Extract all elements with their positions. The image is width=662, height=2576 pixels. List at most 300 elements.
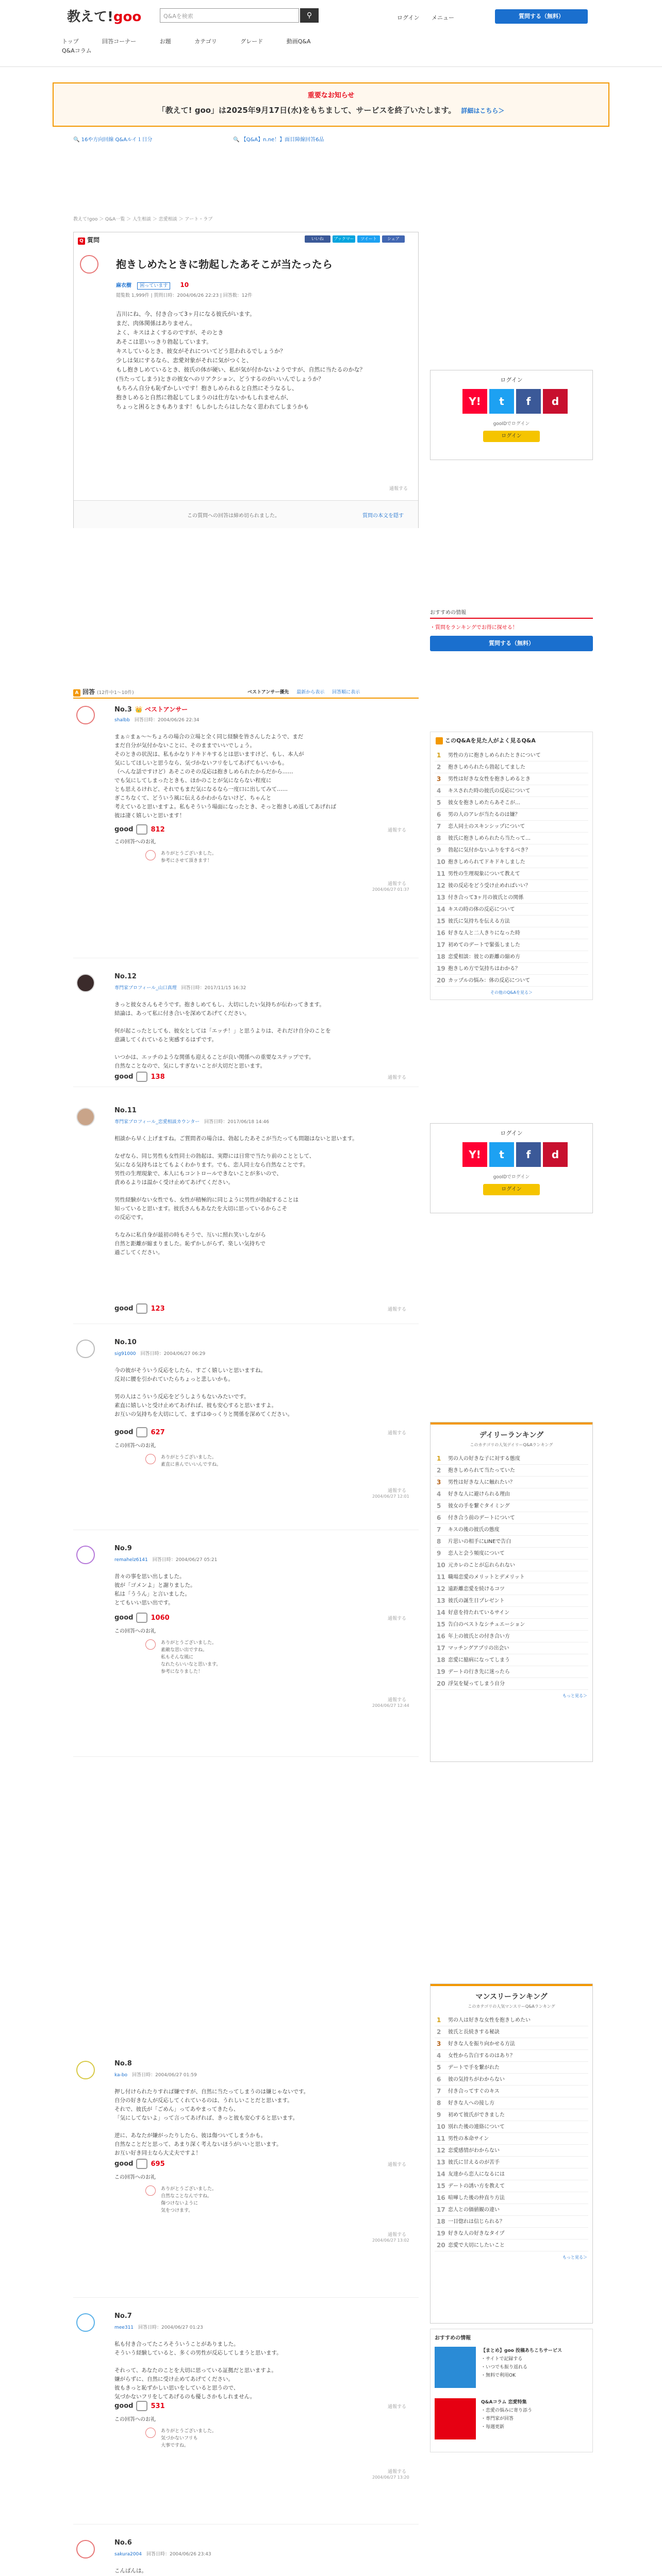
related-qa-item[interactable] [435, 904, 588, 916]
partner-thumbnail [435, 2398, 476, 2439]
daily-ranking-item[interactable] [435, 1666, 588, 1678]
monthly-ranking-item[interactable] [435, 2038, 588, 2050]
best-answer-badge: 👑 ベストアンサー [135, 706, 188, 713]
answer-date: 回答日時：2004/06/27 05:21 [152, 1557, 218, 1563]
related-qa-text: 彼の反応をどう受け止めればいい？ [448, 883, 531, 889]
answerer-avatar[interactable] [76, 1546, 95, 1564]
partner-item[interactable] [435, 2347, 589, 2393]
report-link[interactable]: 通報する [389, 486, 408, 492]
partner-text [481, 2347, 589, 2380]
tab-best-first[interactable]: ベストアンサー優先 [247, 690, 289, 695]
rank-7: 7 [437, 2088, 441, 2095]
rank-5: 5 [437, 2064, 441, 2071]
answer-item [73, 1103, 419, 1324]
thumb-up-icon [136, 2159, 147, 2169]
monthly-ranking-item[interactable] [435, 2133, 588, 2145]
daily-ranking-item[interactable] [435, 1536, 588, 1548]
related-qa-item[interactable] [435, 773, 588, 785]
daily-ranking-item[interactable] [435, 1560, 588, 1571]
thanks-body: ありがとうございました。 素敵な思い出ですね。 私もそんな風に なれたらいいなと思います。 参考になりました！ [161, 1640, 221, 1674]
answer-date: 回答日時：2017/06/18 14:46 [204, 1120, 269, 1125]
ranking-item-text: 一目惚れは信じられる？ [448, 2219, 505, 2225]
good-count: 138 [151, 1073, 165, 1081]
rank-16: 16 [437, 929, 445, 937]
rank-18: 18 [437, 1656, 445, 1664]
recommend-ask-button[interactable]: 質問する（無料） [430, 636, 593, 651]
answerer-avatar[interactable] [76, 706, 95, 724]
reply-date: 2004/06/27 12:01 [372, 1494, 409, 1499]
report-link[interactable]: 通報する [388, 828, 407, 833]
daily-ranking-item[interactable] [435, 1524, 588, 1536]
ranking-item-text: 彼氏の誕生日プレゼント [448, 1598, 505, 1604]
monthly-ranking-item[interactable] [435, 2121, 588, 2133]
related-qa-text: 男性は好きな女性を抱きしめるとき [448, 776, 531, 782]
login-link[interactable]: ログイン [397, 14, 420, 21]
partner-recommend-box [430, 2329, 593, 2452]
rank-16: 16 [437, 1633, 445, 1640]
related-qa-item[interactable] [435, 809, 588, 821]
nav-video-qa[interactable]: 動画Q&A [286, 38, 311, 45]
related-qa-item[interactable] [435, 939, 588, 951]
question-meta: 閲覧数 1,999件 | 質問日時：2004/06/26 22:23 | 回答数：12件 [116, 293, 253, 298]
rank-5: 5 [437, 1502, 441, 1510]
answers-title [73, 687, 134, 697]
monthly-ranking-item[interactable] [435, 2216, 588, 2228]
rank-14: 14 [437, 906, 445, 913]
related-qa-text: 付き合って3ヶ月の彼氏との関係 [448, 895, 524, 901]
questioner-info [116, 281, 189, 289]
thanks-body: ありがとうございました。 自然なことなんですね。 傷つけないように 気をつけます。 [161, 2187, 217, 2213]
thanks-title: この回答へのお礼 [114, 1629, 156, 1634]
report-link[interactable]: 通報する [388, 1698, 407, 1703]
menu-link[interactable]: メニュー [431, 14, 454, 21]
notice-detail-link[interactable]: 詳細はこちら＞ [461, 107, 505, 114]
related-qa-text: 恋人同士のスキンシップについて [448, 824, 525, 829]
login-button[interactable]: ログイン [483, 1184, 540, 1195]
answerer-name[interactable]: remahelz6141 [114, 1557, 148, 1563]
ranking-item-text: 片思いの相手にLINEで告白 [448, 1539, 511, 1545]
answer-number: No.9 [114, 1545, 132, 1552]
answerer-name[interactable]: shalbb [114, 718, 130, 723]
answer-date: 回答日時：2004/06/26 22:34 [134, 718, 200, 723]
rank-7: 7 [437, 823, 441, 830]
related-qa-text: 男の人のアレが当たるのは嫌？ [448, 812, 520, 818]
rank-10: 10 [437, 1562, 445, 1569]
global-nav [62, 37, 603, 63]
ranking-item-text: 男性の本命サイン [448, 2136, 489, 2142]
answerer-name[interactable]: sakura2004 [114, 2552, 142, 2557]
rank-14: 14 [437, 2171, 445, 2178]
answer-number: No.11 [114, 1107, 137, 1114]
yahoo-login-icon[interactable]: Y! [462, 389, 487, 414]
rank-20: 20 [437, 1680, 445, 1687]
thanks-title: この回答へのお礼 [114, 839, 156, 845]
hide-body-link[interactable]: 質問の本文を隠す [362, 513, 404, 519]
nav-odai[interactable]: お題 [159, 38, 171, 45]
monthly-ranking-item[interactable] [435, 2074, 588, 2086]
answer-item [73, 701, 419, 958]
share-button[interactable]: シェア [382, 235, 405, 243]
related-qa-item[interactable] [435, 797, 588, 809]
answer-meta [114, 984, 246, 991]
rank-4: 4 [437, 2052, 441, 2059]
related-qa-text: 抱きしめられてドキドキしました [448, 859, 525, 865]
ranking-item-text: 職場恋愛のメリットとデメリット [448, 1574, 525, 1580]
rank-18: 18 [437, 2218, 445, 2225]
answerer-avatar[interactable] [76, 1340, 95, 1358]
daily-ranking-item[interactable] [435, 1453, 588, 1465]
monthly-ranking-item[interactable] [435, 2192, 588, 2204]
rank-9: 9 [437, 846, 441, 854]
daily-ranking-more-link[interactable]: もっと見る＞ [562, 1693, 587, 1698]
rank-17: 17 [437, 2206, 445, 2213]
daily-ranking-item[interactable] [435, 1642, 588, 1654]
ranking-item-text: 好きな人の好きなタイプ [448, 2231, 505, 2236]
related-qa-item[interactable] [435, 750, 588, 761]
rank-8: 8 [437, 835, 441, 842]
monthly-ranking-item[interactable] [435, 2240, 588, 2251]
daily-ranking-item[interactable] [435, 1477, 588, 1488]
rank-3: 3 [437, 1479, 441, 1486]
daily-ranking-item[interactable] [435, 1595, 588, 1607]
monthly-ranking-item[interactable] [435, 2097, 588, 2109]
answerer-name[interactable]: sig91000 [114, 1351, 136, 1357]
monthly-ranking-item[interactable] [435, 2204, 588, 2216]
monthly-ranking-title: マンスリーランキング [475, 1993, 548, 2001]
nav-top[interactable]: トップ [62, 38, 79, 45]
site-logo[interactable] [67, 6, 141, 25]
rank-1: 1 [437, 752, 441, 759]
tab-newest[interactable]: 最新から表示 [296, 690, 325, 695]
report-link[interactable]: 通報する [388, 882, 407, 887]
sidebar-login-box-2 [430, 1123, 593, 1213]
daily-ranking-item[interactable] [435, 1571, 588, 1583]
report-link[interactable]: 通報する [388, 2469, 407, 2475]
daily-ranking-item[interactable] [435, 1619, 588, 1631]
thanks-reply [114, 2416, 403, 2458]
rank-1: 1 [437, 2016, 441, 2024]
service-end-notice [53, 82, 609, 127]
related-qa-title [436, 736, 587, 744]
ranking-item-text: 友達から恋人になるには [448, 2172, 505, 2177]
monthly-ranking-item[interactable] [435, 2109, 588, 2121]
answers-count: (12件中1〜10件) [97, 690, 134, 696]
good-button[interactable]: good 695 [114, 2159, 165, 2169]
recommend-sub[interactable]: ・質問をランキングでお得に探せる！ [430, 625, 518, 631]
nav-answer-corner[interactable]: 回答コーナー [102, 38, 137, 45]
daily-ranking [430, 1422, 593, 1762]
good-button[interactable]: good 531 [114, 2401, 165, 2411]
partner-line: ・いつでも振り返れる [481, 2365, 528, 2370]
rank-18: 18 [437, 953, 445, 960]
partner-line: ・毎週更新 [481, 2425, 505, 2430]
breadcrumb[interactable]: 教えて!goo ＞ Q&A一覧 ＞ 人生相談 ＞ 恋愛相談 ＞ アート・ラブ [73, 217, 213, 222]
ranking-item-text: 彼氏に甘えるのが苦手 [448, 2160, 500, 2165]
twitter-login-icon[interactable]: t [489, 1142, 514, 1167]
monthly-ranking-item[interactable] [435, 2062, 588, 2074]
expert-avatar[interactable] [76, 974, 95, 992]
thanks-reply [114, 1443, 403, 1479]
answer-date: 回答日時：2004/06/27 01:23 [138, 2325, 203, 2330]
promo-link-2[interactable]: 🔍 【Q&A】n.ne！】面目障線回答6品 [233, 137, 324, 143]
ranking-item-text: 初めて彼氏ができました [448, 2112, 505, 2118]
ranking-item-text: 好意を持たれているサイン [448, 1610, 510, 1616]
tweet-button[interactable]: ツイート [357, 235, 380, 243]
ranking-item-text: 遠距離恋愛を続けるコツ [448, 1586, 505, 1592]
partner-title: 【まとめ】goo 投稿あちこちサービス [481, 2348, 562, 2353]
daily-ranking-item[interactable] [435, 1631, 588, 1642]
related-qa-item[interactable] [435, 844, 588, 856]
rank-17: 17 [437, 1645, 445, 1652]
monthly-ranking-more-link[interactable]: もっと見る＞ [562, 2255, 587, 2260]
nav-qa-column[interactable]: Q&Aコラム [62, 47, 92, 54]
recommend-section [430, 608, 593, 651]
answer-body: こんばんは。 [114, 2568, 147, 2574]
answer-date: 回答日時：2017/11/15 16:32 [181, 986, 246, 991]
report-link[interactable]: 通報する [388, 2232, 407, 2238]
good-button[interactable]: good 123 [114, 1303, 165, 1314]
rank-17: 17 [437, 941, 445, 948]
ranking-item-text: 男の人の好きな子に対する態度 [448, 1456, 520, 1462]
answer-item [73, 2535, 419, 2576]
related-qa-text: 初めてのデートで緊張しました [448, 942, 520, 948]
questioner-mini-avatar [145, 2428, 156, 2438]
related-qa-text: 彼氏に抱きしめられたら当たって… [448, 836, 531, 841]
ranking-item-text: 恋人との価値観の違い [448, 2207, 500, 2213]
daily-ranking-item[interactable] [435, 1678, 588, 1690]
question-q-icon: Q [78, 238, 85, 245]
monthly-ranking-item[interactable] [435, 2157, 588, 2168]
ranking-item-text: 喧嘩した後の仲直り方法 [448, 2195, 505, 2201]
related-qa-item[interactable] [435, 916, 588, 927]
good-count: 123 [151, 1304, 165, 1313]
questioner-name[interactable]: 麻衣樹 [116, 283, 131, 289]
daily-ranking-title: デイリーランキング [479, 1431, 544, 1439]
ranking-item-text: 好きな人に避けられる理由 [448, 1492, 510, 1497]
related-qa-item[interactable] [435, 785, 588, 797]
answerer-avatar[interactable] [76, 2061, 95, 2079]
related-qa-item[interactable] [435, 975, 588, 987]
answer-body: 今の彼がそういう反応をしたら、すごく嬉しいと思いますね。 反対に腰を引かれていたらちょっと悲しいかも。 男の人はこういう反応をどうしようもないみたいです。 素直に嬉しいと受け止めてあげれば、彼も安心すると思いますよ。 お互いの気持ちを大切にして、まずはゆっくりと関係を深めてください。 [114, 1367, 293, 1417]
partner-item[interactable] [435, 2398, 589, 2445]
related-qa-more-link[interactable]: その他のQ&Aを見る＞ [490, 990, 533, 995]
rank-2: 2 [437, 2028, 441, 2036]
related-qa-text: キスされた時の彼氏の反応について [448, 788, 531, 794]
login-box-title: ログイン [500, 377, 523, 383]
promo-link-1[interactable]: 🔍 16や方向回線 Q&Aルイ１日分 [73, 137, 153, 143]
answer-item [73, 1334, 419, 1530]
rank-16: 16 [437, 2194, 445, 2201]
thanks-title: この回答へのお礼 [114, 1443, 156, 1449]
related-qa-item[interactable] [435, 761, 588, 773]
monthly-ranking-item[interactable] [435, 2180, 588, 2192]
daily-ranking-item[interactable] [435, 1488, 588, 1500]
closed-notice: この質問への回答は締め切られました。 [187, 513, 280, 519]
answer-meta [114, 2550, 211, 2557]
ranking-item-text: キスの後の彼氏の態度 [448, 1527, 500, 1533]
rank-13: 13 [437, 1597, 445, 1604]
related-qa-item[interactable] [435, 856, 588, 868]
monthly-ranking-item[interactable] [435, 2086, 588, 2097]
tab-answer-order[interactable]: 回答順に表示 [332, 690, 360, 695]
answers-title-text: 回答 [82, 688, 95, 696]
rank-5: 5 [437, 799, 441, 806]
answer-meta [114, 1350, 205, 1357]
yahoo-login-icon[interactable]: Y! [462, 1142, 487, 1167]
question-body: 吉川にね、今、付き合って3ヶ月になる彼氏がいます。 まだ、肉体関係はありません。 よく、キスはよくするのですが、そのとき あそこは思いっきり勃起しています。 キスしているとき、彼女がそれについてどう思われるでしょうか？ 少しは気にするなら、恋愛対象がそれに気がつくと、 もし抱きしめているとき、彼氏の体が硬い、私が気が付かないようですが、自然に当たるのかな？ (当たってしまう)ときの彼女へのリアクション、どうするのがいいんでしょうか？ もちろん自分も恥ずかしいです！抱きしめられると自然にそうなるし、 抱きしめると自然に勃起してしまうのは仕方ないかもしれませんが、 ちょっと困るときもあります！もしかしたらはしたなく思われてしまうかも [116, 311, 366, 410]
answerer-name[interactable]: mee311 [114, 2325, 134, 2330]
rank-11: 11 [437, 870, 445, 877]
report-link[interactable]: 通報する [388, 1488, 407, 1494]
good-button[interactable]: good 627 [114, 1427, 165, 1437]
answerer-name[interactable]: ka-bo [114, 2073, 128, 2078]
report-link[interactable]: 通報する [388, 1075, 407, 1080]
ranking-item-text: 年上の彼氏との付き合い方 [448, 1634, 510, 1639]
rank-15: 15 [437, 2182, 445, 2190]
twitter-login-icon[interactable]: t [489, 389, 514, 414]
answerer-avatar[interactable] [76, 2313, 95, 2332]
report-link[interactable]: 通報する [388, 2404, 407, 2410]
rank-10: 10 [437, 2123, 445, 2130]
answer-number: No.10 [114, 1338, 137, 1346]
goo-id-login-label: gooIDでログイン [493, 421, 530, 427]
ask-question-button[interactable]: 質問する（無料） [495, 9, 588, 24]
docomo-login-icon[interactable]: d [543, 389, 568, 414]
question-label [78, 235, 100, 245]
related-qa-text: 恋愛相談：彼との距離の縮め方 [448, 954, 520, 960]
ranking-item-text: 男性は好きな人に触れたい？ [448, 1480, 515, 1485]
answer-item [73, 2056, 419, 2298]
report-link[interactable]: 通報する [388, 2162, 407, 2167]
thanks-reply [114, 2174, 403, 2221]
questioner-mini-avatar [145, 850, 156, 860]
answer-body: 昔々の事を思い出しました。 彼が「ゴメンよ」と謝りました。 私は「ううん」と言いました。 とてもいい思い出です。 [114, 1573, 196, 1606]
daily-ranking-item[interactable] [435, 1500, 588, 1512]
related-qa-item[interactable] [435, 951, 588, 963]
thumb-up-icon [136, 2401, 147, 2411]
rank-6: 6 [437, 811, 441, 818]
answer-item [73, 2308, 419, 2524]
sns-login-row [431, 1142, 592, 1171]
related-qa-item[interactable] [435, 927, 588, 939]
answerer-avatar[interactable] [76, 2540, 95, 2558]
rank-2: 2 [437, 764, 441, 771]
answerer-name[interactable]: 専門家プロフィール_恋愛相談カウンター [114, 1120, 200, 1125]
report-link[interactable]: 通報する [388, 1431, 407, 1436]
ranking-accent-bar [431, 1422, 592, 1425]
ranking-accent-bar [431, 1984, 592, 1986]
questioner-avatar[interactable] [80, 255, 98, 274]
partner-line: ・サイトで記録する [481, 2357, 523, 2362]
related-qa-item[interactable] [435, 868, 588, 880]
reply-date: 2004/06/27 13:02 [372, 2238, 409, 2243]
reply-date: 2004/06/27 12:44 [372, 1703, 409, 1708]
daily-ranking-item[interactable] [435, 1465, 588, 1477]
answer-meta [114, 2071, 197, 2078]
daily-ranking-item[interactable] [435, 1654, 588, 1666]
thanks-reply [114, 1628, 403, 1685]
good-button[interactable]: good 1060 [114, 1613, 170, 1623]
report-link[interactable]: 通報する [388, 1616, 407, 1621]
answer-body: 相談から早く上げますね。ご質問者の場合は、勃起したあそこが当たっても問題はないと思います。 なぜなら、同じ男性も女性同士の勃起は、実際には日常で当たり前のこととして、 気になる気持ちはとてもよくわかります。でも、恋人同士なら自然なことです。 男性の生理現象で、本人にもコントロールできないことが多いので、 責めるよりは温かく受け止めてあげてください。 男性経験がない女性でも、女性が積極的に同じように男性が勃起することは 知っていると思います。彼氏さんもあなたを大切に思っているからこそ の反応です。 ちなみに私自身が最初の時もそうで、互いに照れ笑いしながら 自然と距離が縮まりました。恥ずかしがらず、楽しい気持ちで 過ごしてください。 [114, 1136, 358, 1256]
rank-10: 10 [437, 858, 445, 866]
bookmark-button[interactable]: ブックマーク [333, 235, 355, 243]
good-count: 1060 [151, 1614, 170, 1622]
question-title: 抱きしめたときに勃起したあそこが当たったら [116, 258, 333, 270]
notice-message-row [54, 105, 608, 115]
answer-meta [114, 1118, 269, 1125]
rank-8: 8 [437, 1538, 441, 1545]
daily-ranking-item[interactable] [435, 1548, 588, 1560]
daily-ranking-item[interactable] [435, 1607, 588, 1619]
ranking-item-text: デートの誘い方を教えて [448, 2183, 505, 2189]
monthly-ranking-item[interactable] [435, 2168, 588, 2180]
expert-avatar[interactable] [76, 1108, 95, 1126]
good-button[interactable]: good 138 [114, 1072, 165, 1082]
related-qa-ranking [430, 732, 593, 1000]
facebook-login-icon[interactable]: f [516, 389, 541, 414]
rank-9: 9 [437, 1550, 441, 1557]
rank-20: 20 [437, 977, 445, 984]
good-button[interactable]: good 812 [114, 824, 165, 835]
ranking-item-text: 浮気を疑ってしまう自分 [448, 1681, 505, 1687]
like-button[interactable]: いいね [305, 235, 330, 243]
rank-13: 13 [437, 2159, 445, 2166]
related-qa-item[interactable] [435, 892, 588, 904]
ranking-item-text: 元カレのことが忘れられない [448, 1563, 515, 1568]
related-qa-item[interactable] [435, 880, 588, 892]
ranking-item-text: 告白のベストなシチュエーション [448, 1622, 525, 1628]
monthly-ranking-item[interactable] [435, 2014, 588, 2026]
ranking-item-text: デートで手を繋がれた [448, 2065, 500, 2071]
rank-6: 6 [437, 1514, 441, 1521]
login-button[interactable]: ログイン [483, 431, 540, 442]
search-input[interactable]: Q&Aを検索 [160, 8, 299, 23]
rank-11: 11 [437, 1573, 445, 1581]
answer-body: 私も付き合ってたころそういうことがありました。 そういう経験していると、多くの男性が反応してしまうと思います。 それって、あなたのことを大切に思っている証拠だと思いますよ。 嫌がらずに、自然に受け止めてあげてください。 彼もきっと恥ずかしい思いをしていると思うので、 気づかないフリをしてあげるのも優しさかもしれません。 [114, 2341, 282, 2400]
rank-9: 9 [437, 2111, 441, 2119]
monthly-ranking-item[interactable] [435, 2228, 588, 2240]
ranking-item-text: 男の人は好きな女性を抱きしめたい [448, 2018, 531, 2023]
search-icon[interactable]: ⚲ [300, 8, 319, 23]
daily-ranking-item[interactable] [435, 1512, 588, 1524]
daily-ranking-item[interactable] [435, 1583, 588, 1595]
ranking-item-text: 別れた後の連絡について [448, 2124, 505, 2130]
answer-no-text: No.3 [114, 706, 132, 714]
related-qa-item[interactable] [435, 833, 588, 844]
monthly-ranking-item[interactable] [435, 2145, 588, 2157]
rank-1: 1 [437, 1455, 441, 1462]
rank-8: 8 [437, 2099, 441, 2107]
monthly-ranking-item[interactable] [435, 2050, 588, 2062]
rank-19: 19 [437, 2230, 445, 2237]
related-qa-item[interactable] [435, 963, 588, 975]
answers-header [73, 685, 419, 699]
facebook-login-icon[interactable]: f [516, 1142, 541, 1167]
nav-grade[interactable]: グレード [240, 38, 263, 45]
nav-category[interactable]: カテゴリ [194, 38, 217, 45]
answer-item [73, 969, 419, 1087]
related-qa-item[interactable] [435, 821, 588, 833]
answer-date: 回答日時：2004/06/26 23:43 [146, 2552, 211, 2557]
docomo-login-icon[interactable]: d [543, 1142, 568, 1167]
question-label-text: 質問 [87, 236, 100, 244]
monthly-ranking-item[interactable] [435, 2026, 588, 2038]
answerer-name[interactable]: 専門家プロフィール_山口真理 [114, 986, 177, 991]
questioner-mini-avatar [145, 1639, 156, 1650]
report-link[interactable]: 通報する [388, 1307, 407, 1312]
thumb-up-icon [136, 824, 147, 835]
